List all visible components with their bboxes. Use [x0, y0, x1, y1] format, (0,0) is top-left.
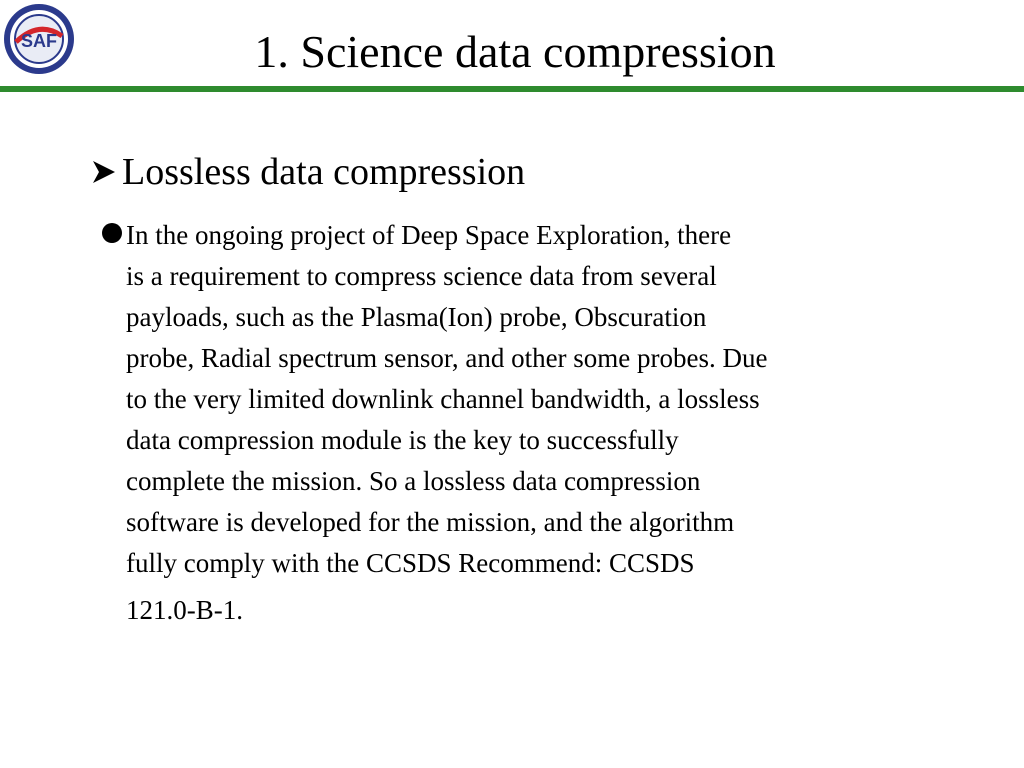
arrow-bullet-icon — [90, 150, 122, 198]
paragraph-line: is a requirement to compress science data from several — [126, 261, 717, 291]
paragraph-line: software is developed for the mission, and the algorithm — [126, 507, 735, 537]
paragraph-line: payloads, such as the Plasma(Ion) probe, Obscuration — [126, 302, 707, 332]
paragraph-line: 121.0-B-1. — [126, 595, 243, 625]
paragraph-line: to the very limited downlink channel bandwidth, a lossless — [126, 384, 760, 414]
svg-text:SAF: SAF — [21, 31, 57, 51]
paragraph-line: In the ongoing project of Deep Space Exploration, there — [126, 220, 732, 250]
paragraph-bullet — [126, 215, 946, 631]
filled-circle-bullet-icon — [102, 223, 122, 243]
heading-text: Lossless data compression — [122, 151, 526, 193]
paragraph-line: probe, Radial spectrum sensor, and other some probes. Due — [126, 343, 768, 373]
slide-title: 1. Science data compression — [254, 26, 776, 77]
title-divider — [0, 86, 1024, 92]
paragraph-line: complete the mission. So a lossless data compression — [126, 466, 701, 496]
paragraph-line: data compression module is the key to successfully — [126, 425, 679, 455]
heading-bullet — [90, 148, 525, 198]
paragraph-line: fully comply with the CCSDS Recommend: CCSDS — [126, 548, 695, 578]
